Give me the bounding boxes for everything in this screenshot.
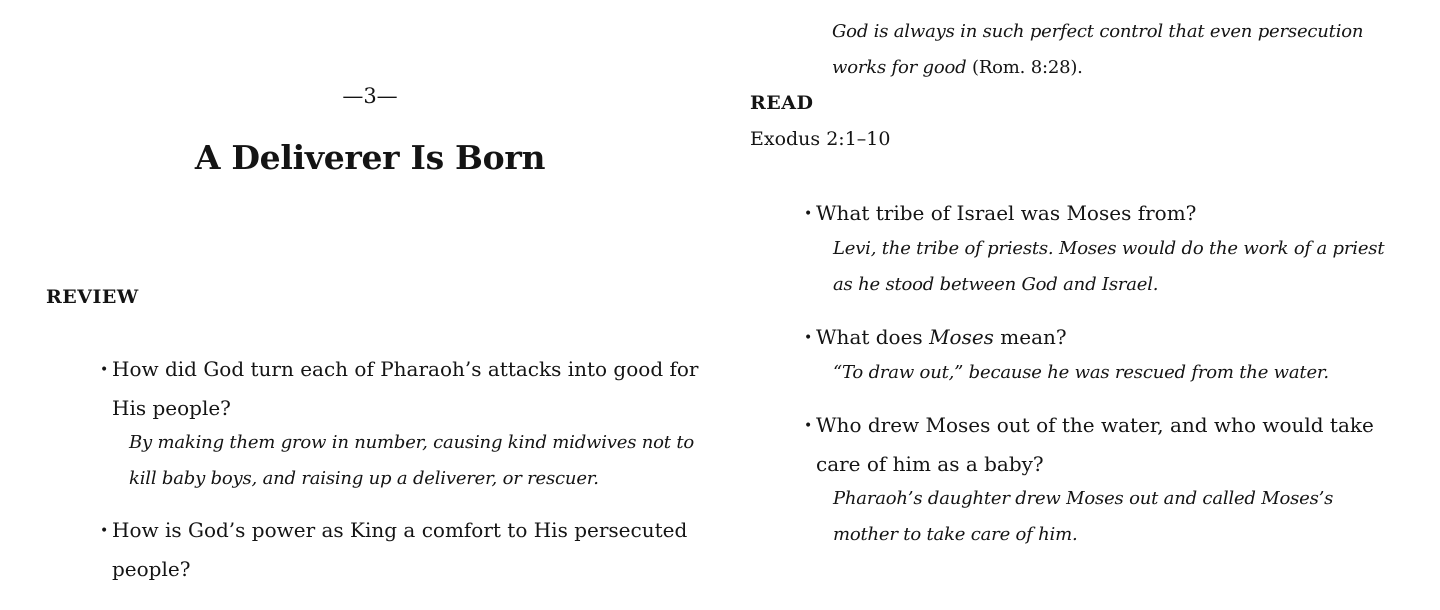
intro-paragraph [832, 14, 1412, 86]
question-label: How is God’s power as King a comfort to His persecuted people? [112, 518, 688, 581]
question-text [100, 350, 700, 427]
intro-italic-text: God is always in such perfect control that even persecution works for good [832, 21, 1364, 78]
bullet-icon: • [804, 330, 813, 346]
review-question-1 [100, 350, 700, 497]
question-text [100, 511, 700, 588]
question-text [804, 318, 1404, 357]
right-page [720, 0, 1440, 610]
bullet-icon: • [804, 206, 813, 222]
bullet-icon: • [100, 362, 109, 378]
read-question-3 [804, 406, 1404, 553]
answer-text: Pharaoh’s daughter drew Moses out and called Moses’s mother to take care of him. [833, 488, 1334, 545]
chapter-title: A Deliverer Is Born [194, 138, 546, 177]
question-label: How did God turn each of Pharaoh’s attacks into good for His people? [112, 357, 699, 420]
read-heading: READ [750, 92, 814, 114]
review-question-2 [100, 511, 700, 588]
read-question-1 [804, 194, 1404, 303]
question-label-after: mean? [993, 325, 1067, 349]
question-text [804, 194, 1404, 233]
question-label: What tribe of Israel was Moses from? [816, 201, 1197, 225]
answer-text: “To draw out,” because he was rescued from the water. [833, 362, 1329, 383]
intro-reference: (Rom. 8:28). [966, 57, 1083, 78]
question-text [804, 406, 1404, 483]
chapter-number: —3— [342, 84, 398, 108]
answer-text: Levi, the tribe of priests. Moses would do the work of a priest as he stood between God and Israel. [833, 238, 1385, 295]
read-question-2 [804, 318, 1404, 391]
review-heading: REVIEW [46, 286, 139, 308]
read-reference: Exodus 2:1–10 [750, 128, 891, 150]
bullet-icon: • [100, 523, 109, 539]
answer-text: By making them grow in number, causing kind midwives not to kill baby boys, and raising up a deliverer, or rescuer. [129, 432, 695, 489]
question-label: Who drew Moses out of the water, and who would take care of him as a baby? [816, 413, 1374, 476]
question-label-italic: Moses [929, 325, 994, 349]
bullet-icon: • [804, 418, 813, 434]
question-label-before: What does [816, 325, 930, 349]
